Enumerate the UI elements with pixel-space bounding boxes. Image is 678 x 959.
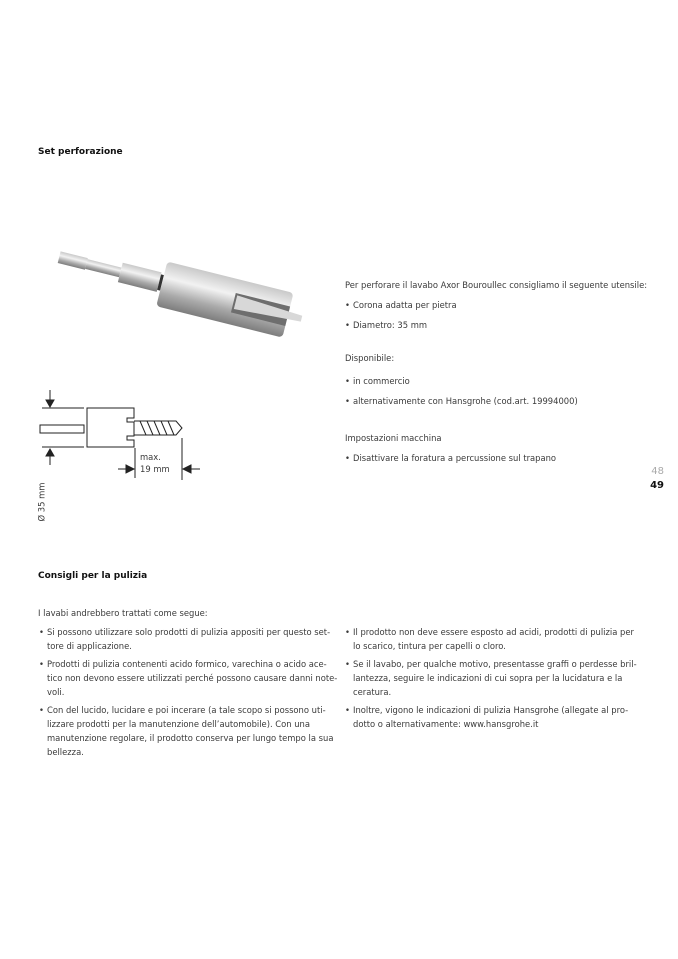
page-number-prev: 48: [651, 466, 664, 477]
tool-item: • Corona adatta per pietra: [353, 299, 457, 311]
page-number-current: 49: [650, 480, 664, 491]
diagram-diameter-label: Ø 35 mm: [36, 482, 47, 522]
cleaning-intro: I lavabi andrebbero trattati come segue:: [38, 608, 208, 618]
bullet-line: • Se il lavabo, per qualche motivo, presentasse graffi o perdesse bril-: [353, 658, 637, 670]
bullet-line: lantezza, seguire le indicazioni di cui sopra per la lucidatura e la: [353, 673, 623, 683]
bullet-line: dotto o alternativamente: www.hansgrohe.it: [353, 719, 539, 729]
bullet-line: bellezza.: [47, 747, 84, 757]
bullet-line: • Inoltre, vigono le indicazioni di pulizia Hansgrohe (allegate al pro-: [353, 704, 628, 716]
bullet-line: tore di applicazione.: [47, 641, 132, 651]
bullet-line: ceratura.: [353, 687, 392, 697]
settings-item: • Disattivare la foratura a percussione sul trapano: [353, 452, 556, 464]
bullet-line: lizzare prodotti per la manutenzione dell’automobile). Con una: [47, 719, 310, 729]
bullet-line: lo scarico, tintura per capelli o cloro.: [353, 641, 506, 651]
section-title-cleaning: Consigli per la pulizia: [38, 571, 148, 581]
bullet-line: voli.: [47, 687, 65, 697]
bullet-line: • Con del lucido, lucidare e poi incerare (a tale scopo si possono uti-: [47, 704, 326, 716]
bullet-line: tico non devono essere utilizzati perché possono causare danni note-: [47, 673, 338, 683]
technical-diagram: [40, 390, 200, 480]
drill-bit-photo: [53, 236, 307, 341]
bullet-line: • Il prodotto non deve essere esposto ad acidi, prodotti di pulizia per: [353, 626, 634, 638]
section-title-drilling: Set perforazione: [38, 147, 123, 157]
available-label: Disponibile:: [345, 353, 395, 363]
bullet-line: manutenzione regolare, il prodotto conserva per lungo tempo la sua: [47, 733, 334, 743]
available-item: • in commercio: [353, 375, 410, 387]
bullet-line: • Prodotti di pulizia contenenti acido formico, varechina o acido ace-: [47, 658, 327, 670]
drill-intro: Per perforare il lavabo Axor Bouroullec consigliamo il seguente utensile:: [345, 280, 648, 290]
settings-label: Impostazioni macchina: [345, 433, 442, 443]
available-item: • alternativamente con Hansgrohe (cod.art. 19994000): [353, 395, 578, 407]
tool-item: • Diametro: 35 mm: [353, 319, 427, 331]
diagram-depth-label: 19 mm: [140, 464, 170, 474]
diagram-max-label: max.: [140, 452, 161, 462]
bullet-line: • Si possono utilizzare solo prodotti di pulizia appositi per questo set-: [47, 626, 330, 638]
